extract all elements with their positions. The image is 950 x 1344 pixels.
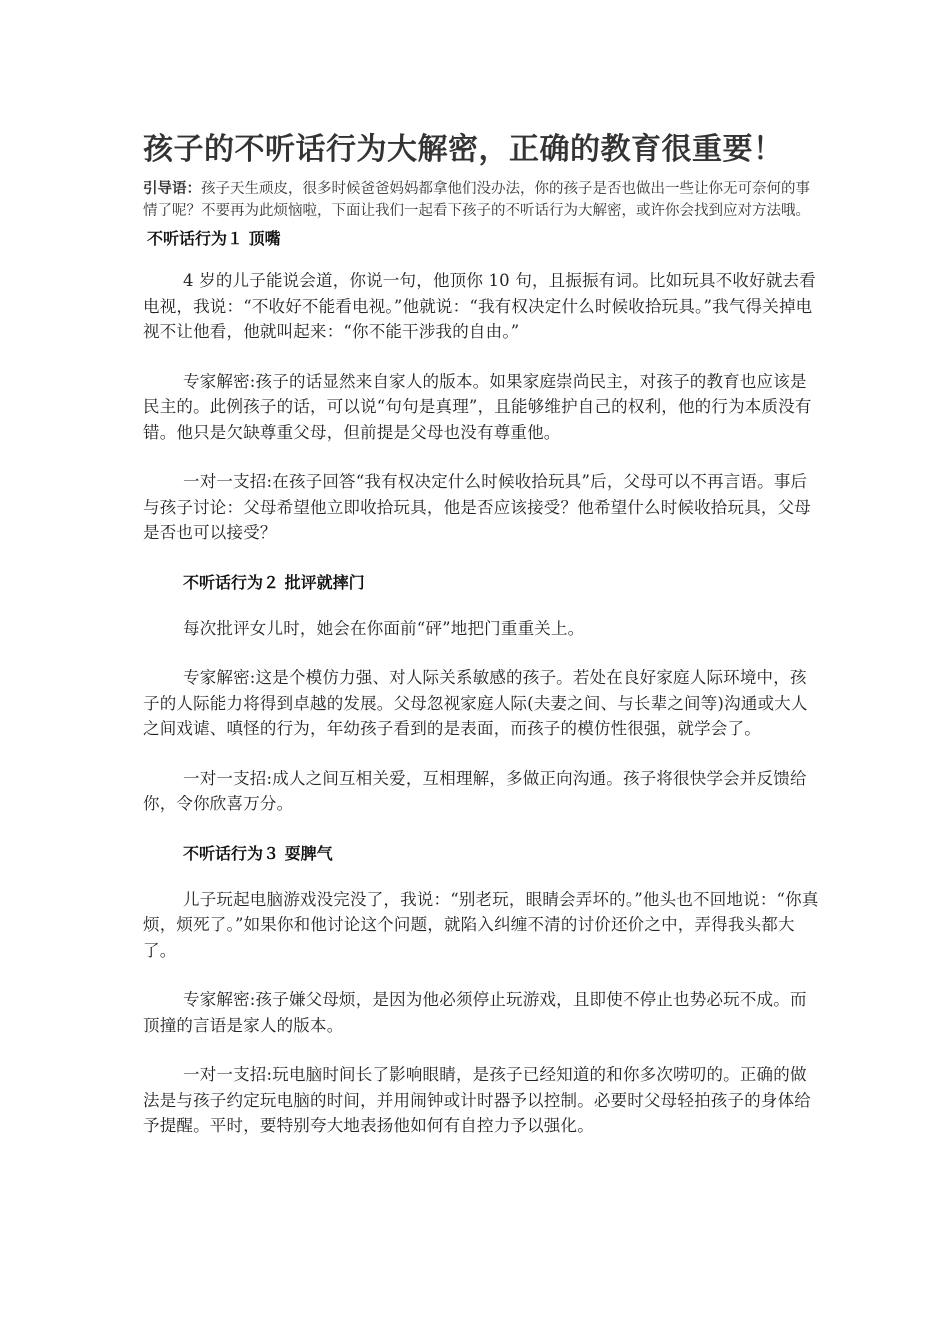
section-1-paragraph-2: 专家解密:孩子的话显然来自家人的版本。如果家庭崇尚民主，对孩子的教育也应该是民主的。此例孩子的话，可以说“句句是真理”，且能够维护自己的权利，他的行为本质没有错。他只是欠缺尊重父母，但前提是父母也没有尊重他。 [143,371,812,442]
section-2-paragraph-2: 专家解密:这是个模仿力强、对人际关系敏感的孩子。若处在良好家庭人际环境中，孩子的人际能力将得到卓越的发展。父母忽视家庭人际(夫妻之间、与长辈之间等)沟通或大人之间戏谑、嗔怪的行为，年幼孩子看到的是表面，而孩子的模仿性很强，就学会了。 [143,668,808,738]
document-page [143,130,823,1163]
section-3-paragraph-1: 儿子玩起电脑游戏没完没了，我说：“别老玩，眼睛会弄坏的。”他头也不回地说：“你真烦，烦死了。”如果你和他讨论这个问题，就陷入纠缠不清的讨价还价之中，弄得我头都大了。 [143,889,819,960]
intro-text: 孩子天生顽皮，很多时候爸爸妈妈都拿他们没办法，你的孩子是否也做出一些让你无可奈何的事情了呢？不要再为此烦恼啦，下面让我们一起看下孩子的不听话行为大解密，或许你会找到应对方法哦。 [143,181,810,219]
section-3-paragraph-3: 一对一支招:玩电脑时间长了影响眼睛，是孩子已经知道的和你多次唠叨的。正确的做法是与孩子约定玩电脑的时间，并用闹钟或计时器予以控制。必要时父母轻拍孩子的身体给予提醒。平时，要特别夸大地表扬他如何有自控力予以强化。 [143,1065,811,1135]
section-1-paragraph-3: 一对一支招:在孩子回答“我有权决定什么时候收拾玩具”后，父母可以不再言语。事后与孩子讨论：父母希望他立即收拾玩具，他是否应该接受？他希望什么时候收拾玩具，父母是否也可以接受？ [143,472,811,542]
section-heading-1: 不听话行为１ 顶嘴 [147,229,281,248]
intro-lead-label: 引导语： [143,180,201,197]
article-intro [143,178,823,222]
section-3-paragraph-2: 专家解密:孩子嫌父母烦，是因为他必须停止玩游戏，且即使不停止也势必玩不成。而顶撞的言语是家人的版本。 [143,990,807,1035]
section-heading-3: 不听话行为３ 耍脾气 [183,843,333,863]
section-2-paragraph-3: 一对一支招:成人之间互相关爱，互相理解，多做正向沟通。孩子将很快学会并反馈给你，令你欣喜万分。 [143,768,807,813]
article-title: 孩子的不听话行为大解密，正确的教育很重要！ [143,132,784,167]
section-1-paragraph-1: 4 岁的儿子能说会道，你说一句，他顶你 10 句，且振振有词。比如玩具不收好就去看电视，我说：“不收好不能看电视。”他就说：“我有权决定什么时候收拾玩具。”我气得关掉电视不让他看，他就叫起来：“你不能干涉我的自由。” [143,271,816,341]
section-2-paragraph-1: 每次批评女儿时，她会在你面前“砰”地把门重重关上。 [183,618,585,638]
section-heading-2: 不听话行为２ 批评就摔门 [183,572,365,592]
